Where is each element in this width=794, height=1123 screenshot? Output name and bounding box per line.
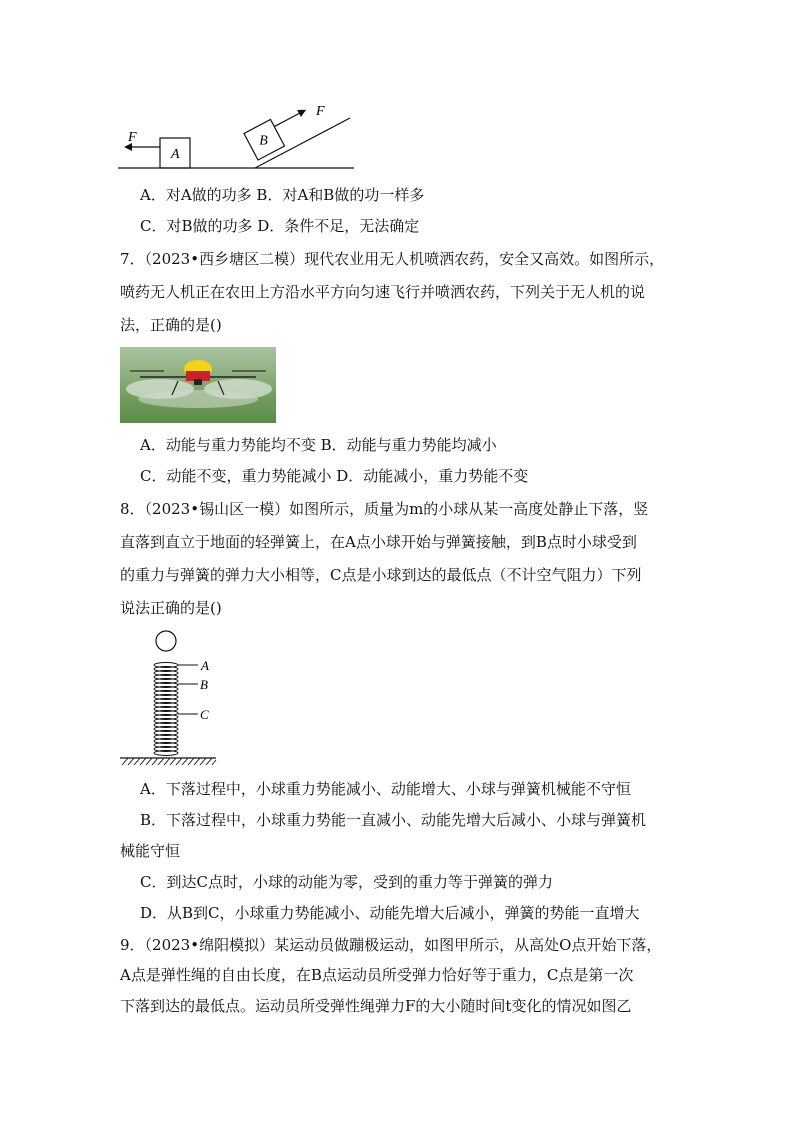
force-diagram xyxy=(110,100,370,175)
ball xyxy=(156,631,176,651)
q7-line-2: 喷药无人机正在农田上方沿水平方向匀速飞行并喷洒农药，下列关于无人机的说 xyxy=(120,283,646,301)
q9-line-2: A点是弹性绳的自由长度，在B点运动员所受弹力恰好等于重力，C点是第一次 xyxy=(120,966,634,984)
force-label-b: F xyxy=(316,104,325,119)
incline-line xyxy=(255,118,350,168)
q9-line-1: 9．（2023•绵阳模拟）某运动员做蹦极运动，如图甲所示，从高处O点开始下落， xyxy=(120,936,662,954)
label-b: B xyxy=(200,677,208,692)
label-c: C xyxy=(200,707,209,722)
spring-diagram xyxy=(118,628,228,770)
q8-line-3: 的重力与弹簧的弹力大小相等，C点是小球到达的最低点（不计空气阻力）下列 xyxy=(120,566,642,584)
q9-line-3: 下落到达的最低点。运动员所受弹性绳弹力F的大小随时间t变化的情况如图乙 xyxy=(120,997,632,1015)
label-a: A xyxy=(201,658,209,673)
q8-option-d: D．从B到C，小球重力势能减小、动能先增大后减小，弹簧的势能一直增大 xyxy=(140,904,640,922)
q7-option-a: A．动能与重力势能均不变 B．动能与重力势能均减小 xyxy=(140,436,497,454)
ground-hatch xyxy=(122,758,216,765)
q8-option-c: C．到达C点时，小球的动能为零，受到的重力等于弹簧的弹力 xyxy=(140,873,553,891)
q6-option-c: C．对B做的功多 D．条件不足，无法确定 xyxy=(140,217,420,235)
block-b-label: B xyxy=(259,133,268,149)
q7-option-c: C．动能不变，重力势能减小 D．动能减小，重力势能不变 xyxy=(140,467,529,485)
block-a-label: A xyxy=(171,147,180,162)
q8-line-1: 8．（2023•锡山区一模）如图所示，质量为m的小球从某一高度处静止下落，竖 xyxy=(120,500,649,518)
q8-option-b-2: 械能守恒 xyxy=(120,842,181,860)
force-arrow-b xyxy=(274,112,302,127)
q8-line-4: 说法正确的是() xyxy=(120,599,222,617)
q8-option-b-1: B．下落过程中，小球重力势能一直减小、动能先增大后减小、小球与弹簧机 xyxy=(140,811,647,829)
spring xyxy=(154,663,178,756)
q7-line-3: 法，正确的是() xyxy=(120,316,222,334)
q7-line-1: 7．（2023•西乡塘区二模）现代农业用无人机喷洒农药，安全又高效。如图所示， xyxy=(120,250,665,268)
q8-option-a: A．下落过程中，小球重力势能减小、动能增大、小球与弹簧机械能不守恒 xyxy=(140,780,631,798)
q6-option-a: A．对A做的功多 B．对A和B做的功一样多 xyxy=(140,186,425,204)
force-label-a: F xyxy=(128,130,137,145)
q8-line-2: 直落到直立于地面的轻弹簧上，在A点小球开始与弹簧接触，到B点时小球受到 xyxy=(120,533,637,551)
arrowhead-b xyxy=(297,106,308,117)
drone-photo xyxy=(120,347,276,423)
